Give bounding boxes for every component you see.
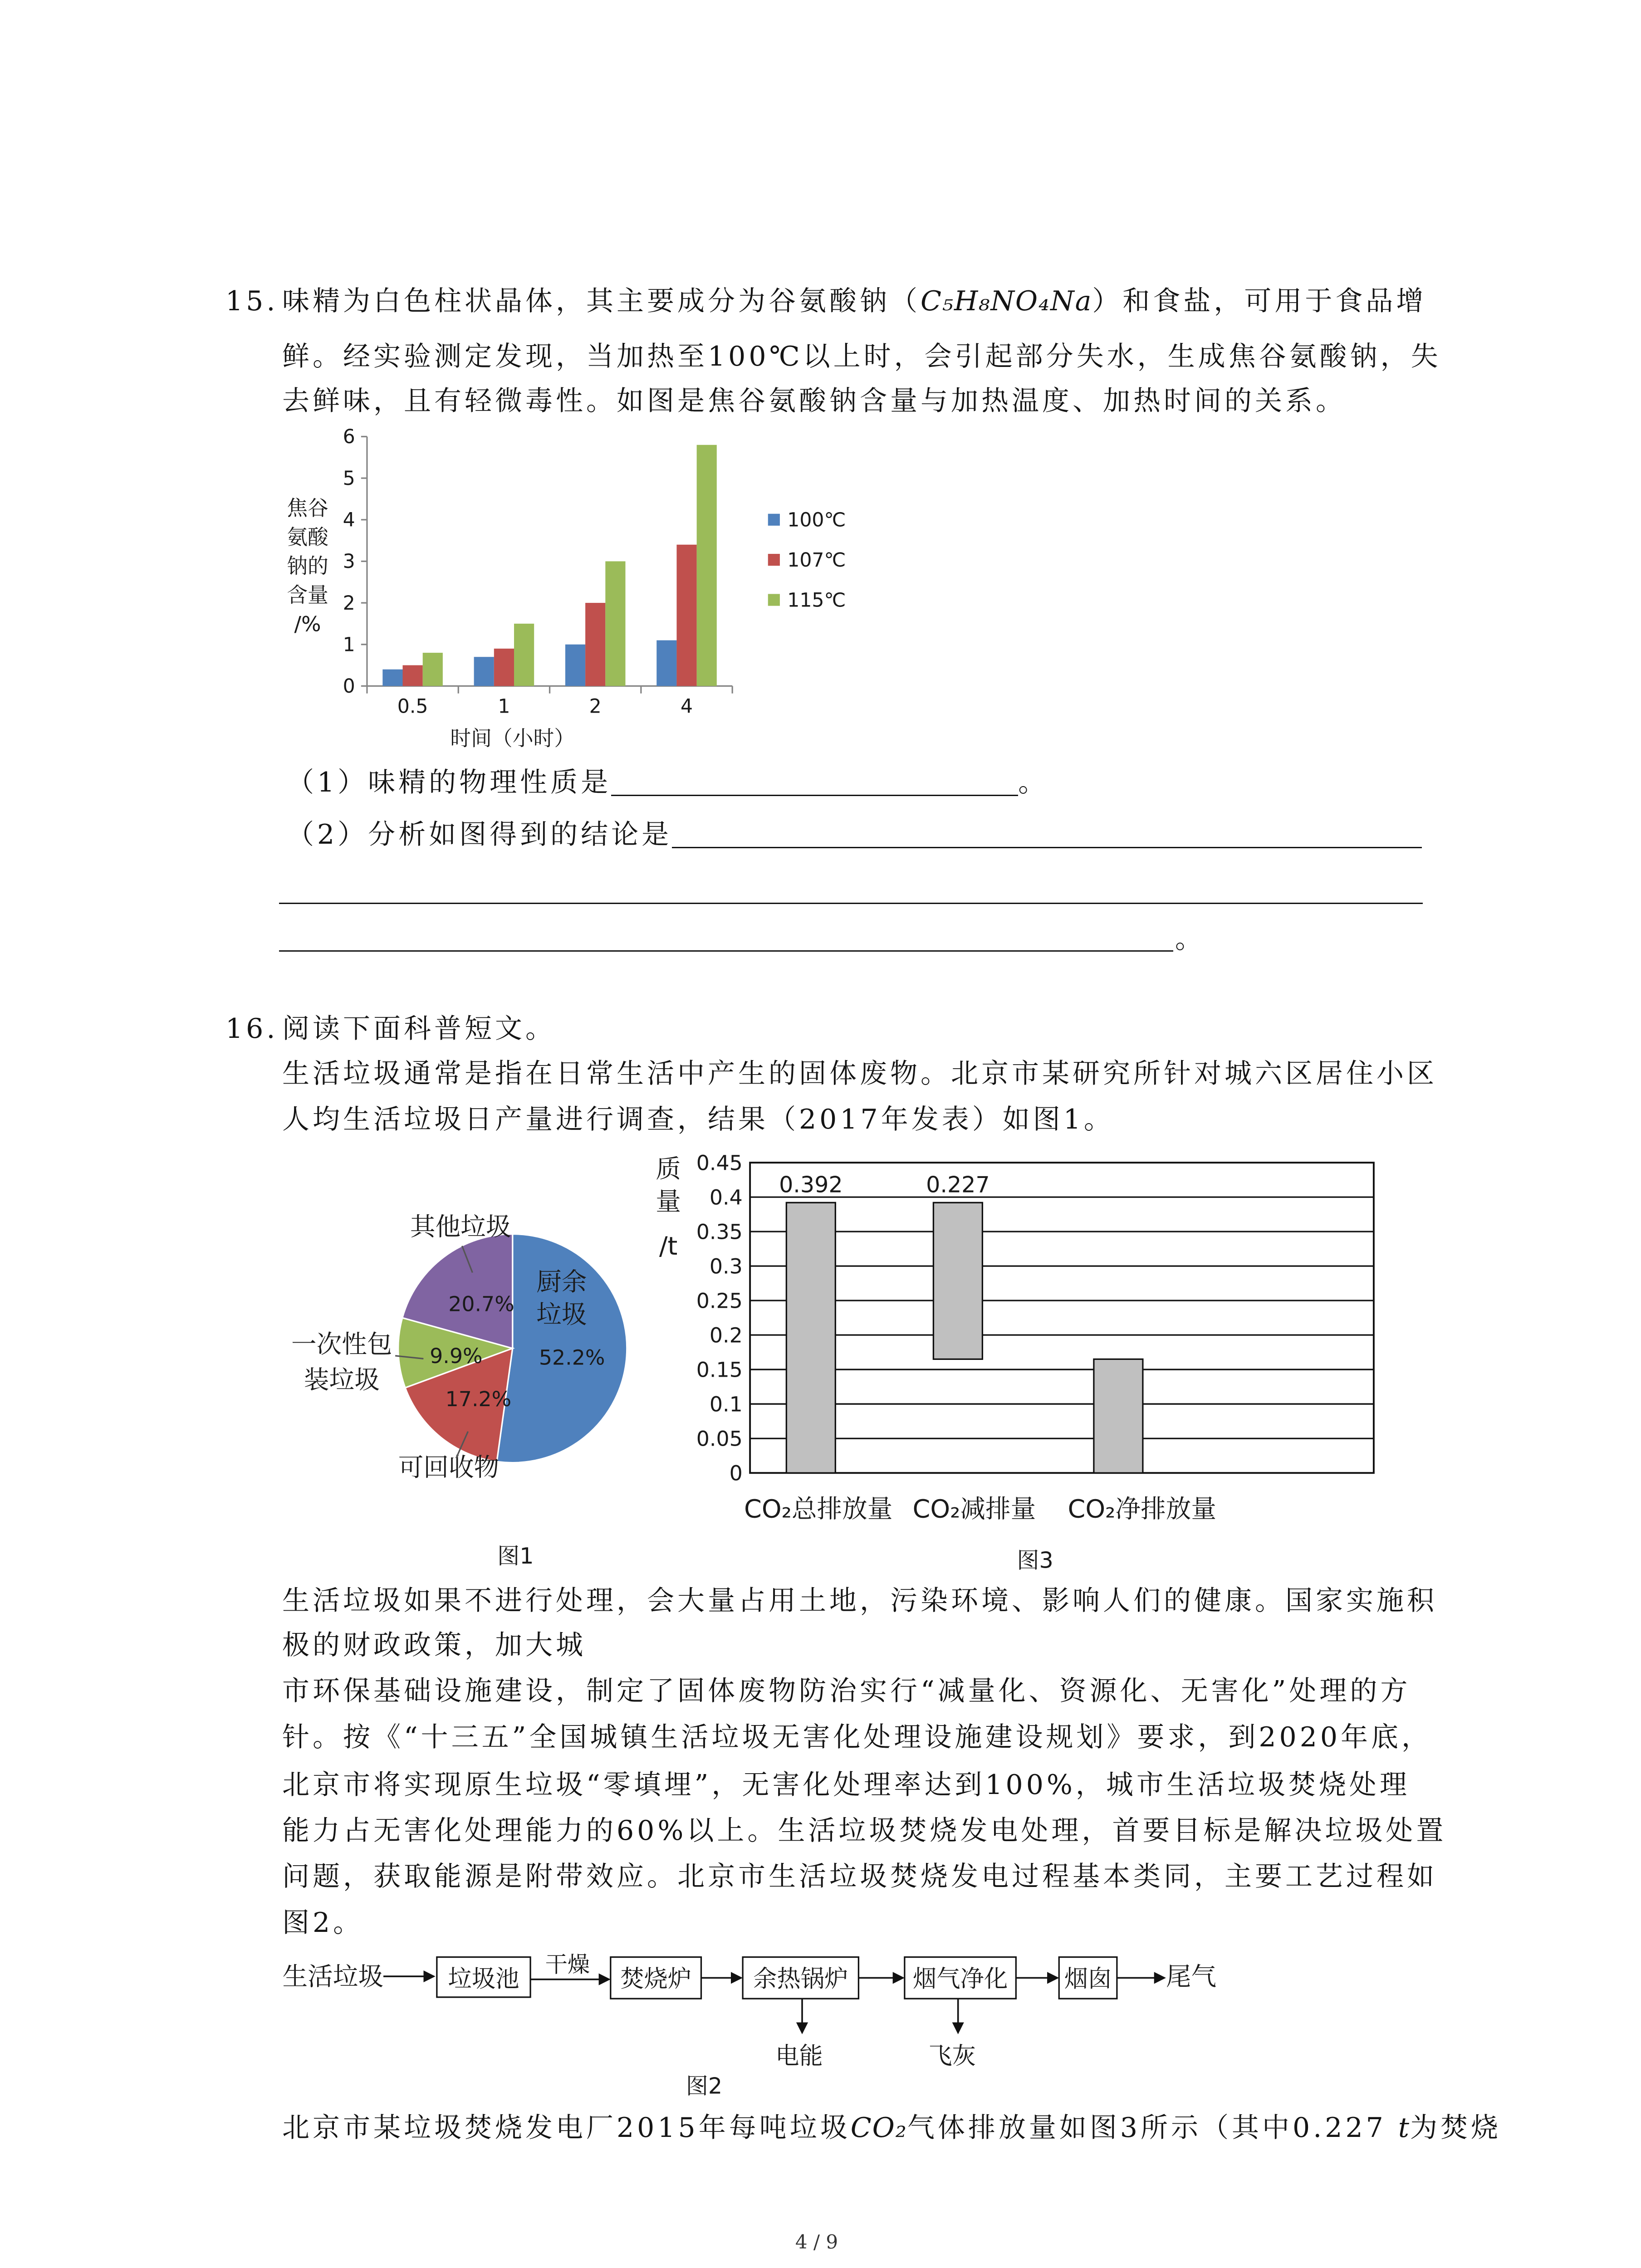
bar — [656, 640, 676, 686]
sub-question-2 — [287, 816, 1422, 853]
paragraph-line: 图2。 — [282, 1907, 364, 1939]
bar — [605, 561, 625, 686]
y-axis-title-line: 量 — [656, 1187, 681, 1217]
y-tick-label: 0.1 — [709, 1392, 743, 1417]
y-tick-label: 0.35 — [696, 1219, 743, 1244]
bar — [422, 653, 442, 686]
answer-blank — [279, 950, 1173, 952]
process-step-label: 垃圾池 — [448, 1965, 519, 1993]
y-tick-label: 4 — [343, 509, 355, 532]
incineration-process-diagram — [275, 1938, 1233, 2108]
paragraph-text: 气体排放量如图3所示（其中0.227 — [907, 2112, 1398, 2144]
chemical-formula: C₅H₈NO₄Na — [921, 285, 1092, 317]
pie-percent-label: 17.2% — [445, 1386, 511, 1411]
paragraph-text: 北京市某垃圾焚烧发电厂2015年每吨垃圾 — [282, 2112, 851, 2144]
unit: t — [1398, 2112, 1410, 2144]
y-tick-label: 0.2 — [709, 1323, 743, 1348]
y-axis-title-line: 质 — [656, 1154, 681, 1184]
legend-label: 107℃ — [787, 549, 846, 572]
y-axis-title-line: 含量 — [286, 582, 328, 607]
y-axis-title-line: 钠的 — [286, 553, 328, 578]
answer-blank — [279, 903, 1423, 904]
process-step-label: 烟囱 — [1064, 1965, 1112, 1993]
bar — [1094, 1359, 1143, 1473]
pie-percent-label: 9.9% — [429, 1343, 483, 1368]
y-tick-label: 0.25 — [696, 1288, 743, 1313]
y-tick-label: 5 — [343, 467, 355, 490]
paragraph-line: 北京市将实现原生垃圾“零填埋”，无害化处理率达到100%，城市生活垃圾焚烧处理 — [282, 1769, 1410, 1801]
y-tick-label: 0.3 — [709, 1254, 743, 1279]
y-tick-label: 0 — [343, 675, 355, 698]
period: 。 — [1175, 923, 1205, 955]
paragraph-line: 生活垃圾通常是指在日常生活中产生的固体废物。北京市某研究所针对城六区居住小区 — [282, 1058, 1437, 1090]
y-tick-label: 0.05 — [696, 1426, 743, 1451]
legend-label: 100℃ — [787, 509, 846, 532]
x-tick-label: 4 — [680, 695, 693, 718]
legend-swatch — [768, 514, 779, 526]
bar — [382, 670, 402, 686]
paragraph-line: 生活垃圾如果不进行处理，会大量占用土地，污染环境、影响人们的健康。国家实施积 — [282, 1585, 1437, 1617]
bar — [494, 649, 514, 686]
paragraph-line: 能力占无害化处理能力的60%以上。生活垃圾焚烧发电处理，首要目标是解决垃圾处置 — [282, 1815, 1447, 1847]
paragraph-text: 为焚烧 — [1410, 2112, 1501, 2144]
pie-category-label: 装垃圾 — [304, 1365, 380, 1395]
pie-category-label: 其他垃圾 — [410, 1212, 511, 1242]
pie-category-label: 垃圾 — [536, 1300, 587, 1330]
x-tick-label: CO₂减排量 — [912, 1494, 1036, 1524]
paragraph-line: 人均生活垃圾日产量进行调查，结果（2017年发表）如图1。 — [282, 1104, 1114, 1135]
process-step-label: 烟气净化 — [912, 1965, 1008, 1993]
answer-blank — [672, 820, 1422, 848]
x-tick-label: 0.5 — [397, 695, 428, 718]
output-label: 尾气 — [1166, 1962, 1216, 1992]
paragraph-line: 针。按《“十三五”全国城镇生活垃圾无害化处理设施建设规划》要求，到2020年底， — [282, 1721, 1432, 1753]
y-tick-label: 1 — [343, 634, 355, 656]
question-15-line-3: 去鲜味，且有轻微毒性。如图是焦谷氨酸钠含量与加热温度、加热时间的关系。 — [282, 385, 1346, 417]
question-16-intro: 阅读下面科普短文。 — [282, 1013, 556, 1045]
y-tick-label: 0.4 — [709, 1185, 743, 1210]
bar — [786, 1202, 835, 1473]
answer-blank — [611, 767, 1018, 796]
y-axis-title-line: 氨酸 — [286, 524, 328, 549]
y-axis-title-line: /t — [659, 1231, 678, 1261]
y-axis-title-line: 焦谷 — [286, 495, 328, 520]
bar — [474, 657, 494, 686]
process-step-label: 余热锅炉 — [753, 1965, 848, 1993]
co2-emission-bar-chart — [646, 1140, 1396, 1586]
byproduct-label: 飞灰 — [928, 2042, 976, 2070]
bar — [514, 624, 534, 686]
question-15-line-1 — [282, 283, 1426, 319]
sub-question-1-text: （1）味精的物理性质是 — [287, 767, 612, 798]
paragraph-line — [282, 2110, 1501, 2146]
bar — [585, 603, 605, 686]
y-tick-label: 0.45 — [696, 1150, 743, 1175]
bar — [402, 665, 422, 686]
question-15-number: 15. — [225, 285, 279, 317]
chemical-formula: CO₂ — [850, 2112, 907, 2144]
x-tick-label: CO₂净排放量 — [1068, 1494, 1216, 1524]
y-tick-label: 0.15 — [696, 1357, 743, 1382]
sub-question-1 — [287, 764, 1048, 801]
question-15-text: ）和食盐，可用于食品增 — [1092, 285, 1427, 317]
period: 。 — [1018, 767, 1049, 798]
legend-swatch — [768, 554, 779, 566]
pie-percent-label: 20.7% — [448, 1291, 514, 1316]
bar — [696, 445, 716, 686]
paragraph-line: 问题，获取能源是附带效应。北京市生活垃圾焚烧发电过程基本类同，主要工艺过程如 — [282, 1861, 1437, 1892]
bar — [565, 645, 585, 686]
x-axis-title: 时间（小时） — [450, 726, 575, 751]
plot-frame — [750, 1163, 1374, 1473]
page-number: 4 / 9 — [795, 2231, 838, 2253]
figure-caption: 图1 — [497, 1542, 534, 1569]
paragraph-line: 市环保基础设施建设，制定了固体废物防治实行“减量化、资源化、无害化”处理的方 — [282, 1675, 1411, 1707]
pie-percent-label: 52.2% — [539, 1345, 605, 1370]
byproduct-label: 电能 — [775, 2042, 823, 2070]
figure-caption: 图2 — [686, 2072, 722, 2099]
legend-swatch — [768, 594, 779, 606]
y-axis-title-line: /% — [294, 611, 321, 636]
paragraph-line: 极的财政政策，加大城 — [282, 1629, 586, 1661]
bar — [676, 545, 696, 686]
edge-label: 干燥 — [545, 1950, 590, 1977]
process-step-label: 焚烧炉 — [620, 1965, 691, 1993]
garbage-composition-pie-chart — [275, 1188, 698, 1589]
pie-category-label: 厨余 — [536, 1267, 587, 1297]
pie-category-label: 一次性包 — [291, 1329, 392, 1359]
y-tick-label: 6 — [343, 426, 355, 449]
y-tick-label: 0 — [729, 1461, 743, 1486]
pie-category-label: 可回收物 — [398, 1452, 499, 1482]
x-tick-label: CO₂总排放量 — [744, 1494, 893, 1524]
question-15-line-2: 鲜。经实验测定发现，当加热至100℃以上时，会引起部分失水，生成焦谷氨酸钠，失 — [282, 341, 1441, 372]
pyroglutamate-bar-chart — [275, 423, 877, 758]
sub-question-2-text: （2）分析如图得到的结论是 — [287, 819, 672, 850]
data-label: 0.392 — [779, 1171, 843, 1198]
y-tick-label: 2 — [343, 592, 355, 615]
bar — [933, 1202, 982, 1359]
data-label: 0.227 — [926, 1171, 990, 1198]
legend-label: 115℃ — [787, 589, 846, 612]
question-15-text: 味精为白色柱状晶体，其主要成分为谷氨酸钠（ — [282, 285, 921, 317]
source-label: 生活垃圾 — [282, 1962, 383, 1992]
x-tick-label: 1 — [497, 695, 510, 718]
y-tick-label: 3 — [343, 551, 355, 573]
figure-caption: 图3 — [1017, 1547, 1053, 1574]
question-16-number: 16. — [225, 1013, 279, 1045]
x-tick-label: 2 — [589, 695, 602, 718]
